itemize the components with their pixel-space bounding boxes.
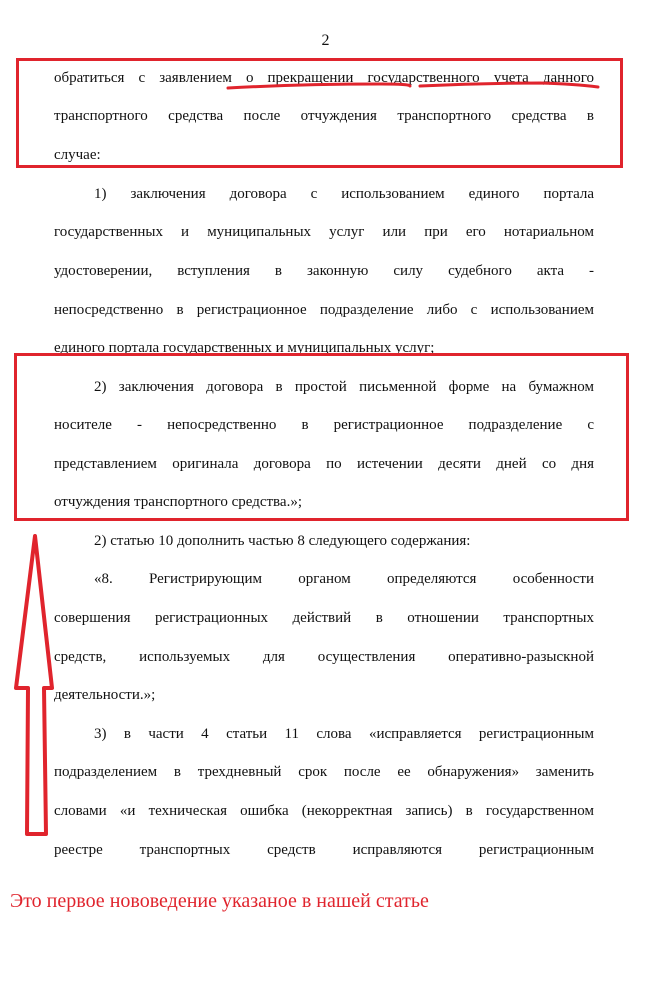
text-line: государственных и муниципальных услуг или при его нотариальном [54, 224, 594, 240]
text-line: 3) в части 4 статьи 11 слова «исправляется регистрационным [94, 726, 594, 742]
text-line: транспортного средства после отчуждения транспортного средства в [54, 108, 594, 124]
text-line: единого портала государственных и муниципальных услуг; [54, 340, 435, 356]
text-line: случае: [54, 147, 101, 163]
highlight-box-second [14, 353, 629, 521]
text-line: совершения регистрационных действий в отношении транспортных [54, 610, 594, 626]
text-line: средств, используемых для осуществления оперативно-разыскной [54, 649, 594, 665]
page-number: 2 [321, 32, 330, 49]
text-line: реестре транспортных средств исправляются регистрационным [54, 842, 594, 858]
text-line: удостоверении, вступления в законную силу судебного акта - [54, 263, 594, 279]
text-line: обратиться с заявлением о прекращении государственного учета данного [54, 70, 594, 86]
annotation-caption: Это первое нововедение указаное в нашей статье [10, 890, 429, 912]
text-line: 2) статью 10 дополнить частью 8 следующего содержания: [94, 533, 471, 549]
text-line: представлением оригинала договора по истечении десяти дней со дня [54, 456, 594, 472]
highlight-box-first [16, 58, 623, 168]
text-line: «8. Регистрирующим органом определяются особенности [94, 571, 594, 587]
text-line: носителе - непосредственно в регистрационное подразделение с [54, 417, 594, 433]
text-line: отчуждения транспортного средства.»; [54, 494, 303, 510]
text-line: словами «и техническая ошибка (некорректная запись) в государственном [54, 803, 594, 819]
up-arrow-icon [8, 532, 58, 842]
text-line: непосредственно в регистрационное подразделение либо с использованием [54, 302, 594, 318]
text-line: 1) заключения договора с использованием единого портала [94, 186, 594, 202]
text-line: подразделением в трехдневный срок после ее обнаружения» заменить [54, 764, 594, 780]
text-line: 2) заключения договора в простой письменной форме на бумажном [94, 379, 594, 395]
text-line: деятельности.»; [54, 687, 156, 703]
